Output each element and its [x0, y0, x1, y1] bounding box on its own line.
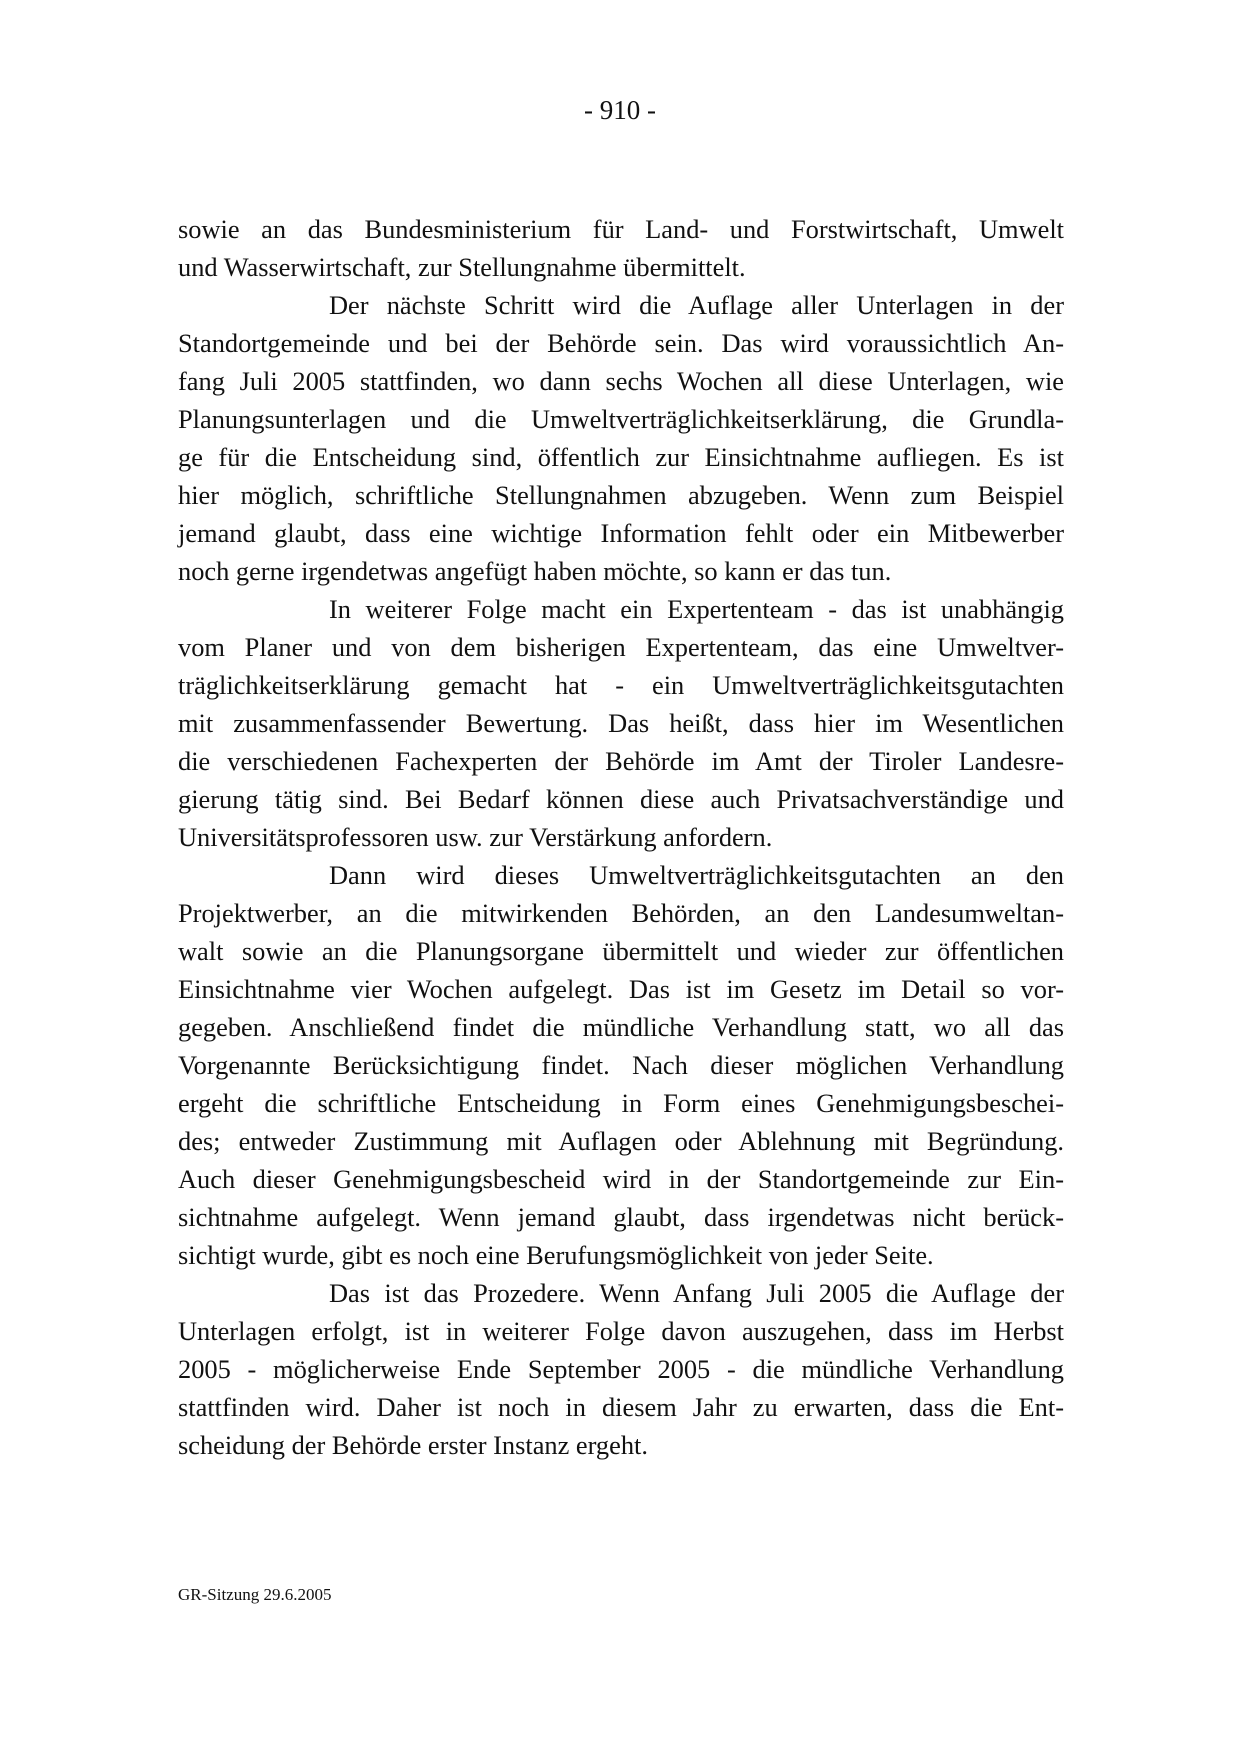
- body-text: [178, 210, 1064, 1464]
- text-line: ergeht die schriftliche Entscheidung in Form eines Genehmigungsbeschei-: [178, 1088, 1064, 1118]
- text-line: hier möglich, schriftliche Stellungnahmen abzugeben. Wenn zum Beispiel: [178, 480, 1064, 510]
- text-line: Das ist das Prozedere. Wenn Anfang Juli 2005 die Auflage der: [329, 1278, 1064, 1308]
- text-line: sowie an das Bundesministerium für Land- und Forstwirtschaft, Umwelt: [178, 214, 1064, 244]
- text-line: ge für die Entscheidung sind, öffentlich zur Einsichtnahme aufliegen. Es ist: [178, 442, 1064, 472]
- text-line: Unterlagen erfolgt, ist in weiterer Folge davon auszugehen, dass im Herbst: [178, 1316, 1064, 1346]
- page-number: - 910 -: [584, 95, 656, 125]
- text-line: noch gerne irgendetwas angefügt haben möchte, so kann er das tun.: [178, 556, 892, 586]
- text-line: Standortgemeinde und bei der Behörde sein. Das wird voraussichtlich An-: [178, 328, 1064, 358]
- text-line: fang Juli 2005 stattfinden, wo dann sechs Wochen all diese Unterlagen, wie: [178, 366, 1064, 396]
- text-line: jemand glaubt, dass eine wichtige Information fehlt oder ein Mitbewerber: [178, 518, 1064, 548]
- text-line: mit zusammenfassender Bewertung. Das heißt, dass hier im Wesentlichen: [178, 708, 1064, 738]
- text-line: vom Planer und von dem bisherigen Expertenteam, das eine Umweltver-: [178, 632, 1064, 662]
- text-line: Vorgenannte Berücksichtigung findet. Nach dieser möglichen Verhandlung: [178, 1050, 1064, 1080]
- text-line: scheidung der Behörde erster Instanz ergeht.: [178, 1430, 648, 1460]
- text-line: Universitätsprofessoren usw. zur Verstärkung anfordern.: [178, 822, 773, 852]
- text-line: Projektwerber, an die mitwirkenden Behörden, an den Landesumweltan-: [178, 898, 1064, 928]
- text-line: Dann wird dieses Umweltverträglichkeitsgutachten an den: [329, 860, 1064, 890]
- text-line: sichtigt wurde, gibt es noch eine Berufungsmöglichkeit von jeder Seite.: [178, 1240, 934, 1270]
- text-line: walt sowie an die Planungsorgane übermittelt und wieder zur öffentlichen: [178, 936, 1064, 966]
- text-line: träglichkeitserklärung gemacht hat - ein Umweltverträglichkeitsgutachten: [178, 670, 1064, 700]
- text-line: gierung tätig sind. Bei Bedarf können diese auch Privatsachverständige und: [178, 784, 1064, 814]
- text-line: des; entweder Zustimmung mit Auflagen oder Ablehnung mit Begründung.: [178, 1126, 1064, 1156]
- footer-session-date: GR-Sitzung 29.6.2005: [178, 1585, 332, 1604]
- text-line: Auch dieser Genehmigungsbescheid wird in der Standortgemeinde zur Ein-: [178, 1164, 1064, 1194]
- text-line: Einsichtnahme vier Wochen aufgelegt. Das ist im Gesetz im Detail so vor-: [178, 974, 1064, 1004]
- text-line: stattfinden wird. Daher ist noch in diesem Jahr zu erwarten, dass die Ent-: [178, 1392, 1064, 1422]
- text-line: sichtnahme aufgelegt. Wenn jemand glaubt, dass irgendetwas nicht berück-: [178, 1202, 1064, 1232]
- text-line: und Wasserwirtschaft, zur Stellungnahme übermittelt.: [178, 252, 746, 282]
- text-line: gegeben. Anschließend findet die mündliche Verhandlung statt, wo all das: [178, 1012, 1064, 1042]
- text-line: Planungsunterlagen und die Umweltverträglichkeitserklärung, die Grundla-: [178, 404, 1064, 434]
- text-line: die verschiedenen Fachexperten der Behörde im Amt der Tiroler Landesre-: [178, 746, 1064, 776]
- text-line: 2005 - möglicherweise Ende September 2005 - die mündliche Verhandlung: [178, 1354, 1064, 1384]
- text-line: In weiterer Folge macht ein Expertenteam - das ist unabhängig: [329, 594, 1064, 624]
- text-line: Der nächste Schritt wird die Auflage aller Unterlagen in der: [329, 290, 1064, 320]
